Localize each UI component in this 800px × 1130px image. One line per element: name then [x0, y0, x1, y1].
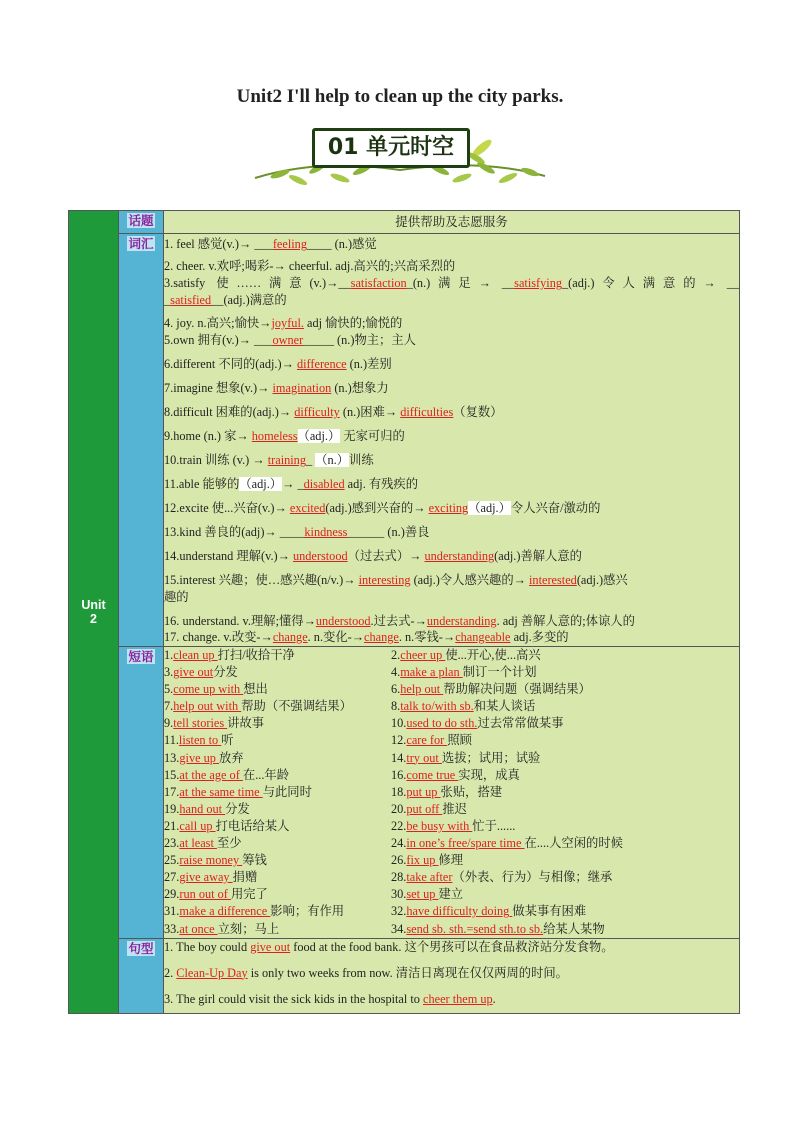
vocab-line: 1. feel 感觉(v.)→ ___feeling____ (n.)感觉 — [164, 237, 377, 251]
phrase-item: 11.listen to 听 — [164, 733, 234, 748]
section-banner — [250, 124, 550, 196]
phrase-item: 10.used to do sth.过去常常做某事 — [391, 716, 564, 731]
sentence-section — [164, 938, 740, 1013]
banner-label: 01 单元时空 — [312, 128, 470, 168]
phrase-row — [164, 903, 739, 920]
phrase-item: 4.make a plan 制订一个计划 — [391, 665, 537, 680]
vocab-line: 17. change. v.改变-→change. n.变化-→change. n.零钱-→changeable adj.多变的 — [164, 630, 569, 644]
phrase-row — [164, 835, 739, 852]
vocab-line: 10.train 训练 (v.) → training_ （n.）训练 — [164, 453, 374, 467]
phrase-item: 16.come true 实现，成真 — [391, 767, 520, 782]
vocab-line: 2. cheer. v.欢呼;喝彩-→ cheerful. adj.高兴的;兴高采烈的 — [164, 259, 456, 273]
phrase-item: 22.be busy with 忙于...... — [391, 818, 516, 833]
phrase-item: 19.hand out 分发 — [164, 801, 250, 816]
phrase-row — [164, 801, 739, 818]
vocab-line: _satisfied__(adj.)满意的 — [164, 293, 287, 307]
vocab-line: 6.different 不同的(adj.)→ difference (n.)差别 — [164, 357, 392, 371]
vocab-line: 13.kind 善良的(adj)→ ____kindness______ (n.)善良 — [164, 525, 430, 539]
phrase-row — [164, 681, 739, 698]
phrase-item: 23.at least 至少 — [164, 836, 242, 851]
vocab-line: 7.imagine 想象(v.)→ imagination (n.)想象力 — [164, 381, 389, 395]
phrase-item: 33.at once 立刻；马上 — [164, 921, 280, 936]
phrase-row — [164, 715, 739, 732]
phrase-list — [164, 647, 739, 938]
phrase-item: 17.at the same time 与此同时 — [164, 784, 312, 799]
vocab-line: 12.excite 使...兴奋(v.)→ excited(adj.)感到兴奋的→ exciting（adj.）令人兴奋/激动的 — [164, 501, 601, 515]
phrase-item: 20.put off 推迟 — [391, 801, 467, 816]
phrase-item: 1.clean up 打扫/收拾干净 — [164, 648, 295, 662]
phrase-item: 7.help out with 帮助（不强调结果） — [164, 699, 352, 714]
vocab-line: 8.difficult 困难的(adj.)→ difficulty (n.)困难→ difficulties（复数） — [164, 405, 503, 419]
phrase-row — [164, 647, 739, 664]
phrase-item: 34.send sb. sth.=send sth.to sb.给某人某物 — [391, 921, 605, 936]
sentence-label: 句型 — [128, 940, 154, 956]
vocab-line: 15.interest 兴趣；使…感兴趣(n/v.)→ interesting (adj.)令人感兴趣的→ interested(adj.)感兴 — [164, 573, 628, 587]
phrase-section — [164, 647, 740, 939]
phrase-item: 9.tell stories 讲故事 — [164, 716, 265, 731]
unit-label: Unit 2 — [69, 211, 119, 1014]
phrase-row — [164, 784, 739, 801]
unit-overview-table — [68, 210, 740, 1014]
phrase-item: 32.have difficulty doing 做某事有困难 — [391, 904, 587, 919]
vocab-section — [164, 234, 740, 647]
phrase-item: 3.give out分发 — [164, 665, 238, 680]
phrase-label: 短语 — [128, 649, 154, 664]
vocab-line: 3.satisfy 使……满意(v.)→__satisfaction_(n.)满足→ __satisfying_(adj.)令人满意的→ __ — [164, 276, 739, 290]
page-title: Unit2 I'll help to clean up the city parks. — [236, 86, 564, 107]
vocab-line: 趣的 — [164, 590, 189, 604]
phrase-item: 31.make a difference 影响；有作用 — [164, 904, 345, 919]
vocab-line: 4. joy. n.高兴;愉快→joyful. adj 愉快的;愉悦的 — [164, 316, 403, 330]
phrase-item: 18.put up 张贴，搭建 — [391, 784, 503, 799]
phrase-row — [164, 869, 739, 886]
vocab-line: 11.able 能够的（adj.）→ _disabled adj. 有残疾的 — [164, 477, 419, 491]
topic-label: 话题 — [128, 213, 154, 228]
vocab-line: 5.own 拥有(v.)→ ___owner_____ (n.)物主；主人 — [164, 333, 416, 347]
phrase-row — [164, 750, 739, 767]
sentence-line: 1. The boy could give out food at the food bank. 这个男孩可以在食品救济站分发食物。 — [164, 939, 614, 954]
phrase-item: 8.talk to/with sb.和某人谈话 — [391, 699, 536, 714]
phrase-item: 14.try out 选拔；试用；试验 — [391, 750, 541, 765]
phrase-row — [164, 767, 739, 784]
vocab-label: 词汇 — [128, 236, 154, 251]
phrase-item: 30.set up 建立 — [391, 887, 464, 902]
phrase-item: 21.call up 打电话给某人 — [164, 818, 290, 833]
phrase-item: 13.give up 放弃 — [164, 750, 244, 765]
vocab-line: 16. understand. v.理解;懂得→understood.过去式-→understanding. adj 善解人意的;体谅人的 — [164, 614, 635, 628]
phrase-row — [164, 921, 739, 938]
phrase-row — [164, 852, 739, 869]
phrase-item: 2.cheer up 使...开心,使...高兴 — [391, 648, 541, 662]
phrase-row — [164, 698, 739, 715]
phrase-item: 27.give away 捐赠 — [164, 870, 258, 885]
phrase-item: 5.come up with 想出 — [164, 682, 268, 697]
vocab-line: 14.understand 理解(v.)→ understood（过去式）→ understanding(adj.)善解人意的 — [164, 549, 582, 563]
phrase-item: 15.at the age of 在...年龄 — [164, 767, 290, 782]
phrase-row — [164, 818, 739, 835]
phrase-item: 25.raise money 筹钱 — [164, 853, 267, 868]
phrase-row — [164, 886, 739, 903]
phrase-row — [164, 664, 739, 681]
phrase-item: 12.care for 照顾 — [391, 733, 472, 748]
phrase-item: 26.fix up 修理 — [391, 853, 464, 868]
phrase-item: 28.take after（外表、行为）与相像；继承 — [391, 870, 613, 885]
phrase-item: 29.run out of 用完了 — [164, 887, 268, 902]
sentence-line: 3. The girl could visit the sick kids in the hospital to cheer them up. — [164, 991, 496, 1006]
topic-text: 提供帮助及志愿服务 — [164, 211, 740, 234]
phrase-item: 6.help out 帮助解决问题（强调结果） — [391, 682, 591, 697]
phrase-item: 24.in one’s free/spare time 在....人空闲的时候 — [391, 836, 623, 851]
phrase-row — [164, 732, 739, 749]
sentence-line: 2. Clean-Up Day is only two weeks from now. 清洁日离现在仅仅两周的时间。 — [164, 965, 568, 980]
vocab-line: 9.home (n.) 家→ homeless（adj.） 无家可归的 — [164, 429, 405, 443]
